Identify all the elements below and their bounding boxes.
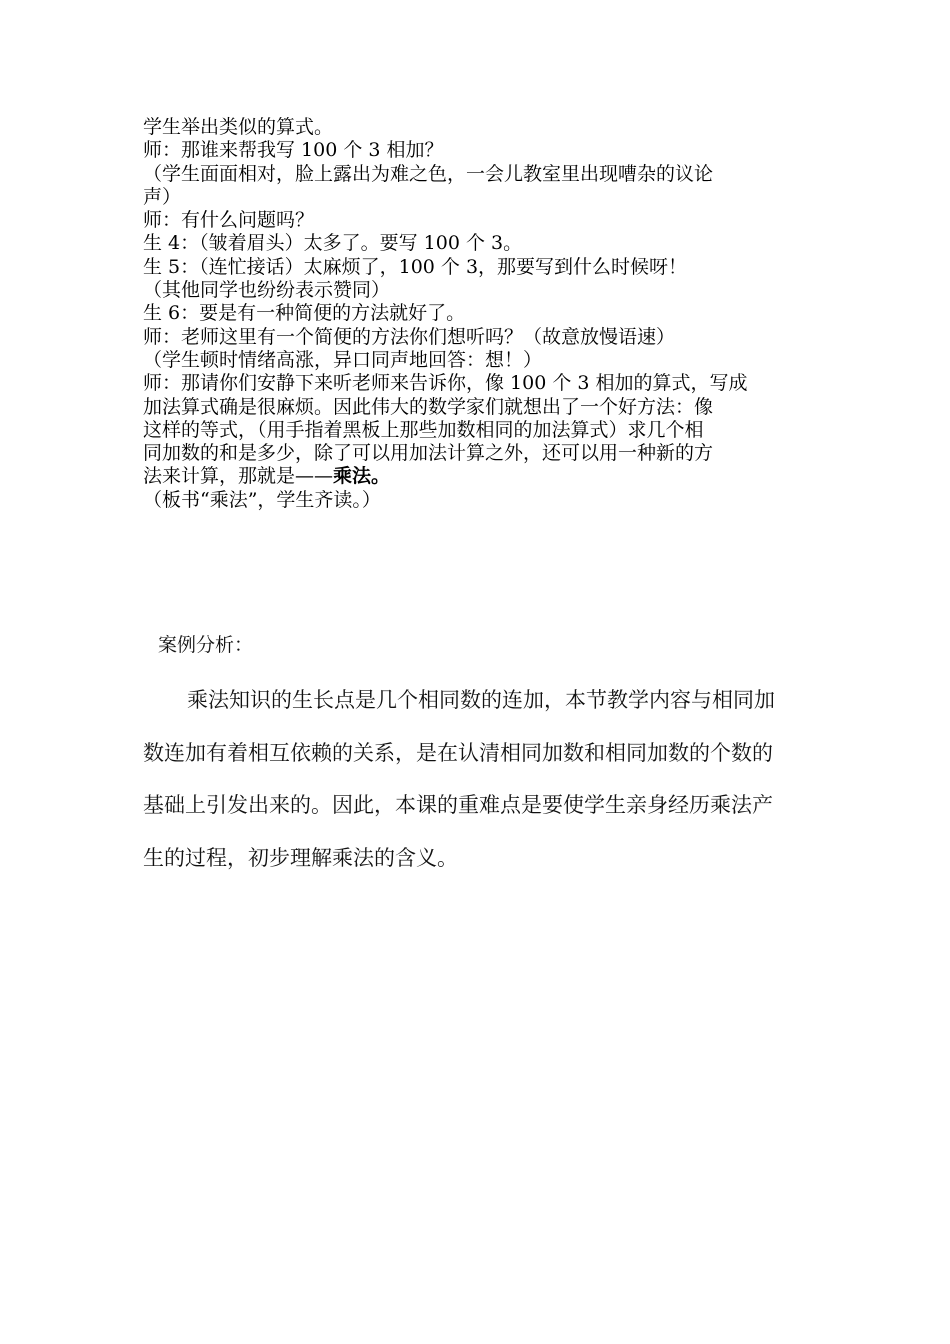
dialogue-closing-line: （板书“乘法”，学生齐读。） bbox=[143, 488, 381, 511]
dialogue-line-last bbox=[143, 465, 813, 488]
dialogue-line-prefix: 法来计算，那就是—— bbox=[143, 465, 334, 488]
dialogue-line: 同加数的和是多少，除了可以用加法计算之外，还可以用一种新的方 bbox=[143, 442, 714, 465]
dialogue-line: 师：那请你们安静下来听老师来告诉你，像 100 个 3 相加的算式，写成 bbox=[143, 372, 748, 395]
dialogue-line: 师：老师这里有一个简便的方法你们想听吗？（故意放慢语速） bbox=[143, 325, 676, 348]
dialogue-section bbox=[143, 116, 813, 512]
dialogue-line: 师：那谁来帮我写 100 个 3 相加？ bbox=[143, 139, 444, 162]
analysis-line: 数连加有着相互依赖的关系，是在认清相同加数和相同加数的个数的 bbox=[143, 740, 773, 765]
dialogue-line: （其他同学也纷纷表示赞同） bbox=[143, 279, 391, 302]
analysis-line: 生的过程，初步理解乘法的含义。 bbox=[143, 845, 458, 870]
dialogue-line: 学生举出类似的算式。 bbox=[143, 116, 334, 138]
dialogue-line: 声） bbox=[143, 185, 182, 208]
analysis-line: 基础上引发出来的。因此，本课的重难点是要使学生亲身经历乘法产 bbox=[143, 793, 773, 817]
dialogue-line: （学生面面相对，脸上露出为难之色，一会儿教室里出现嘈杂的议论 bbox=[143, 162, 714, 185]
dialogue-line: 生 4：（皱着眉头）太多了。要写 100 个 3。 bbox=[143, 232, 523, 255]
analysis-line: 乘法知识的生长点是几个相同数的连加，本节教学内容与相同加 bbox=[187, 688, 775, 712]
multiplication-term: 乘法。 bbox=[333, 465, 391, 488]
dialogue-line: 加法算式确是很麻烦。因此伟大的数学家们就想出了一个好方法：像 bbox=[143, 395, 714, 418]
dialogue-line: 师：有什么问题吗？ bbox=[143, 209, 315, 232]
analysis-paragraph bbox=[143, 674, 833, 884]
dialogue-line: （学生顿时情绪高涨，异口同声地回答：想！） bbox=[143, 348, 543, 371]
dialogue-line: 生 6：要是有一种简便的方法就好了。 bbox=[143, 302, 466, 325]
dialogue-line: 生 5：（连忙接话）太麻烦了，100 个 3，那要写到什么时候呀！ bbox=[143, 255, 688, 278]
dialogue-line: 这样的等式，（用手指着黑板上那些加数相同的加法算式）求几个相 bbox=[143, 418, 704, 441]
analysis-heading: 案例分析： bbox=[158, 634, 254, 656]
